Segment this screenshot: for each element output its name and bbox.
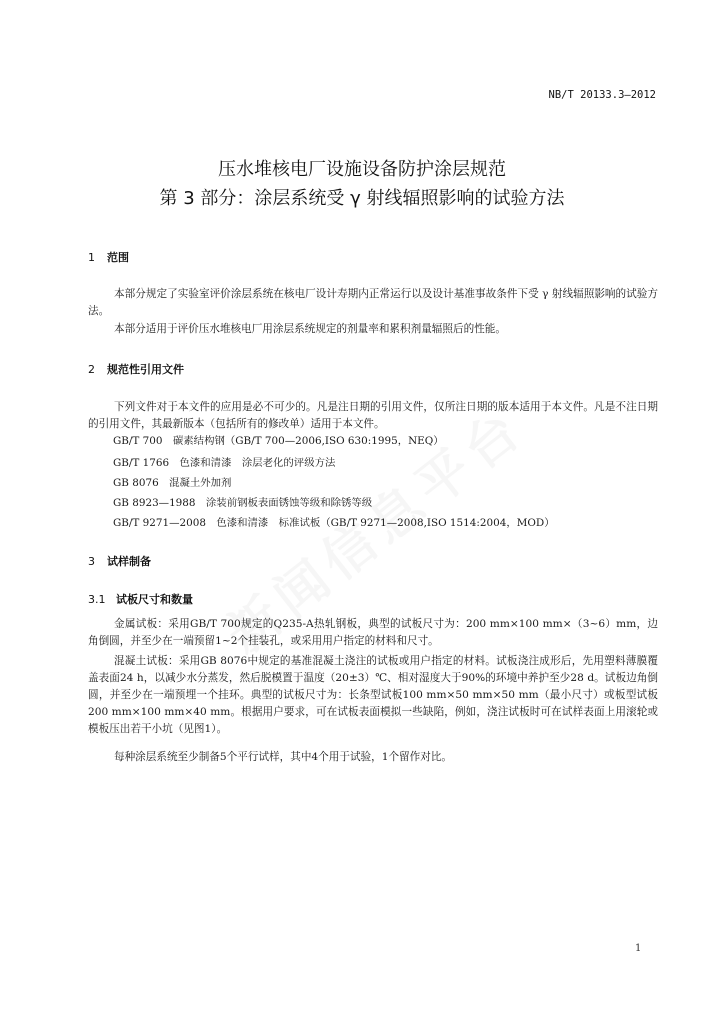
section-2-heading	[88, 361, 184, 377]
standard-number: NB/T 20133.3—2012	[548, 89, 656, 101]
section-1-paragraph-2: 本部分适用于评价压水堆核电厂用涂层系统规定的剂量率和累积剂量辐照后的性能。	[114, 323, 506, 335]
section-title: 试板尺寸和数量	[116, 593, 193, 606]
section-number: 3	[88, 555, 95, 568]
section-1-heading	[88, 249, 129, 265]
page-number: 1	[635, 943, 642, 954]
reference-item: GB 8076 混凝土外加剂	[113, 477, 232, 489]
reference-item: GB/T 700 碳素结构钢（GB/T 700—2006,ISO 630:1995，NEQ）	[113, 435, 444, 447]
section-number: 2	[88, 363, 95, 376]
reference-item: GB/T 9271—2008 色漆和清漆 标准试板（GB/T 9271—2008,ISO 1514:2004，MOD）	[113, 517, 555, 529]
section-2-paragraph-1: 下列文件对于本文件的应用是必不可少的。凡是注日期的引用文件，仅所注日期的版本适用于本文件。凡是不注日期的引用文件，其最新版本（包括所有的修改单）适用于本文件。	[88, 401, 658, 430]
section-number: 3.1	[88, 593, 106, 606]
section-title: 规范性引用文件	[107, 363, 184, 376]
reference-item: GB 8923—1988 涂装前钢板表面锈蚀等级和除锈等级	[113, 497, 373, 509]
section-1-paragraph-1: 本部分规定了实验室评价涂层系统在核电厂设计寿期内正常运行以及设计基准事故条件下受 γ 射线辐照影响的试验方法。	[88, 288, 658, 317]
section-3-1-paragraph-2: 混凝土试板：采用GB 8076中规定的基准混凝土浇注的试板或用户指定的材料。试板浇注成形后，先用塑料薄膜覆盖表面24 h，以减少水分蒸发，然后脱模置于温度（20±3）℃、相对湿度大于90%的环境中养护至少28 d。试板边角倒圆，并至少在一端预埋一个挂环。典型的试板尺寸为：长条型试板100 mm×50 mm×50 mm（最小尺寸）或板型试板200 mm×100 mm×40 mm。根据用户要求，可在试板表面模拟一些缺陷，例如，浇注试板时可在试样表面上用滚轮或模板压出若干小坑（见图1）。	[88, 655, 658, 735]
section-3-1-heading	[88, 591, 193, 607]
section-title: 试样制备	[107, 555, 151, 568]
section-number: 1	[88, 251, 95, 264]
section-3-1-paragraph-3: 每种涂层系统至少制备5个平行试样，其中4个用于试验，1个留作对比。	[114, 751, 453, 763]
reference-item: GB/T 1766 色漆和清漆 涂层老化的评级方法	[113, 457, 336, 469]
section-3-heading	[88, 553, 151, 569]
section-title: 范围	[107, 251, 129, 264]
document-title: 压水堆核电厂设施设备防护涂层规范	[218, 159, 506, 180]
section-3-1-paragraph-1: 金属试板：采用GB/T 700规定的Q235-A热轧钢板，典型的试板尺寸为：200 mm×100 mm×（3~6）mm，边角倒圆，并至少在一端预留1~2个挂装孔，或采用用户指定的材料和尺寸。	[88, 618, 658, 647]
document-subtitle: 第 3 部分：涂层系统受 γ 射线辐照影响的试验方法	[159, 188, 565, 209]
